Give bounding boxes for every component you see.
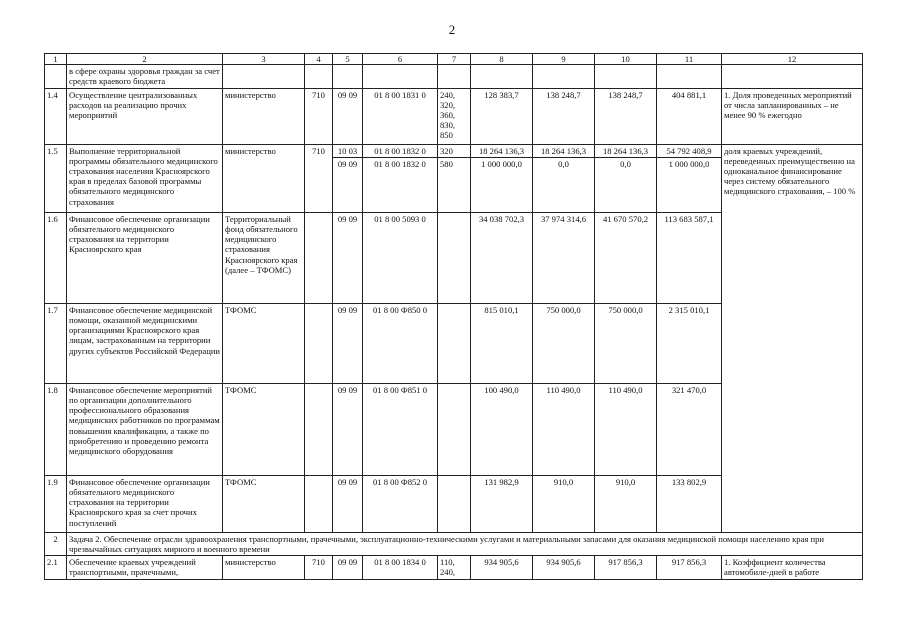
task-text: Задача 2. Обеспечение отрасли здравоохранения транспортными, прачечными, эксплуатационно-техническими услугами и материальными запасами для оказания медицинской помощи населению края при чрезвычайных ситуациях мирного и военного времени — [67, 532, 863, 555]
row-executor: министерство — [223, 144, 305, 212]
row-year2: 18 264 136,3 — [533, 144, 595, 157]
row-number: 1.7 — [45, 303, 67, 383]
row-year3: 138 248,7 — [595, 88, 657, 144]
row-total: 54 792 408,9 — [657, 144, 722, 157]
row-vr: 240, 320, 360, 830, 850 — [438, 88, 471, 144]
row-year2: 138 248,7 — [533, 88, 595, 144]
row-total: 321 470,0 — [657, 383, 722, 475]
row-year1: 934 905,6 — [471, 556, 533, 580]
row-year1: 131 982,9 — [471, 475, 533, 532]
row-vr: 110, 240, — [438, 556, 471, 580]
row-grbs — [305, 303, 333, 383]
row-year3: 110 490,0 — [595, 383, 657, 475]
row-csr: 01 8 00 1834 0 — [363, 556, 438, 580]
row-year1: 128 383,7 — [471, 88, 533, 144]
row-name: Финансовое обеспечение мероприятий по организации дополнительного профессионального образования медицинских работников по программам повышения квалификации, а также по приобретению и проведению ремонта медицинского оборудования — [67, 383, 223, 475]
row-year1: 1 000 000,0 — [471, 157, 533, 212]
row-csr: 01 8 00 1831 0 — [363, 88, 438, 144]
row-name: Осуществление централизованных расходов на реализацию прочих мероприятий — [67, 88, 223, 144]
row-name: Финансовое обеспечение организации обязательного медицинского страхования на территории Красноярского края за счет прочих поступлений — [67, 475, 223, 532]
row-year3: 750 000,0 — [595, 303, 657, 383]
row-name: Выполнение территориальной программы обязательного медицинского страхования населения Красноярского края в пределах базовой программы обязательного медицинского страхования — [67, 144, 223, 212]
row-result: 1. Коэффициент количества автомобиле-дней в работе — [722, 556, 863, 580]
task-number: 2 — [45, 532, 67, 555]
col-num: 4 — [305, 54, 333, 65]
col-num: 10 — [595, 54, 657, 65]
col-num: 3 — [223, 54, 305, 65]
row-year3: 41 670 570,2 — [595, 212, 657, 303]
row-number: 2.1 — [45, 556, 67, 580]
row-year2: 37 974 314,6 — [533, 212, 595, 303]
row-name: Финансовое обеспечение организации обязательного медицинского страхования на территории Красноярского края — [67, 212, 223, 303]
program-table — [44, 53, 863, 580]
row-grbs: 710 — [305, 556, 333, 580]
row-executor: министерство — [223, 556, 305, 580]
row-csr: 01 8 00 1832 0 — [363, 144, 438, 157]
row-csr: 01 8 00 5093 0 — [363, 212, 438, 303]
row-csr: 01 8 00 1832 0 — [363, 157, 438, 212]
row-result: 1. Доля проведенных мероприятий от числа запланированных – не менее 90 % ежегодно — [722, 88, 863, 144]
row-rzpr: 09 09 — [333, 157, 363, 212]
row-total: 2 315 010,1 — [657, 303, 722, 383]
row-number: 1.5 — [45, 144, 67, 212]
row-executor: ТФОМС — [223, 383, 305, 475]
row-year1: 815 010,1 — [471, 303, 533, 383]
row-year1: 18 264 136,3 — [471, 144, 533, 157]
row-total: 917 856,3 — [657, 556, 722, 580]
row-grbs: 710 — [305, 88, 333, 144]
row-rzpr: 10 03 — [333, 144, 363, 157]
row-executor: ТФОМС — [223, 475, 305, 532]
row-number: 1.6 — [45, 212, 67, 303]
row-rzpr: 09 09 — [333, 556, 363, 580]
row-year2: 910,0 — [533, 475, 595, 532]
row-vr: 580 — [438, 157, 471, 212]
row-vr — [438, 475, 471, 532]
col-num: 12 — [722, 54, 863, 65]
row-csr: 01 8 00 Ф851 0 — [363, 383, 438, 475]
row-name: Обеспечение краевых учреждений транспортными, прачечными, — [67, 556, 223, 580]
table-row — [45, 144, 863, 157]
row-vr — [438, 303, 471, 383]
row-grbs — [305, 475, 333, 532]
row-total: 404 881,1 — [657, 88, 722, 144]
continued-text: в сфере охраны здоровья граждан за счет средств краевого бюджета — [67, 65, 223, 88]
row-grbs — [305, 212, 333, 303]
row-year3: 18 264 136,3 — [595, 144, 657, 157]
row-year2: 0,0 — [533, 157, 595, 212]
row-rzpr: 09 09 — [333, 88, 363, 144]
row-year1: 100 490,0 — [471, 383, 533, 475]
row-year3: 0,0 — [595, 157, 657, 212]
row-vr — [438, 383, 471, 475]
col-num: 7 — [438, 54, 471, 65]
row-rzpr: 09 09 — [333, 383, 363, 475]
row-year3: 910,0 — [595, 475, 657, 532]
col-num: 2 — [67, 54, 223, 65]
row-total: 1 000 000,0 — [657, 157, 722, 212]
col-num: 6 — [363, 54, 438, 65]
task-row — [45, 532, 863, 555]
row-number: 1.8 — [45, 383, 67, 475]
col-num: 11 — [657, 54, 722, 65]
row-vr: 320 — [438, 144, 471, 157]
row-name: Финансовое обеспечение медицинской помощи, оказанной медицинскими организациями Красноярского края лицам, застрахованным на территории других субъектов Российской Федерации — [67, 303, 223, 383]
row-csr: 01 8 00 Ф850 0 — [363, 303, 438, 383]
row-rzpr: 09 09 — [333, 212, 363, 303]
row-result: доля краевых учреждений, переведенных преимущественно на одноканальное финансирование через систему обязательного медицинского страхования, – 100 % — [722, 144, 863, 532]
row-year3: 917 856,3 — [595, 556, 657, 580]
table-row — [45, 65, 863, 88]
row-year2: 110 490,0 — [533, 383, 595, 475]
table-row — [45, 556, 863, 580]
row-executor: ТФОМС — [223, 303, 305, 383]
row-total: 113 683 587,1 — [657, 212, 722, 303]
col-num: 1 — [45, 54, 67, 65]
row-grbs: 710 — [305, 144, 333, 212]
col-num: 8 — [471, 54, 533, 65]
row-csr: 01 8 00 Ф852 0 — [363, 475, 438, 532]
row-number: 1.4 — [45, 88, 67, 144]
column-number-row — [45, 54, 863, 65]
row-total: 133 802,9 — [657, 475, 722, 532]
row-vr — [438, 212, 471, 303]
row-number: 1.9 — [45, 475, 67, 532]
row-executor: министерство — [223, 88, 305, 144]
col-num: 9 — [533, 54, 595, 65]
row-rzpr: 09 09 — [333, 303, 363, 383]
row-year2: 934 905,6 — [533, 556, 595, 580]
row-executor: Территориальный фонд обязательного медицинского страхования Красноярского края (далее – ТФОМС) — [223, 212, 305, 303]
col-num: 5 — [333, 54, 363, 65]
row-year2: 750 000,0 — [533, 303, 595, 383]
row-year1: 34 038 702,3 — [471, 212, 533, 303]
row-rzpr: 09 09 — [333, 475, 363, 532]
row-grbs — [305, 383, 333, 475]
page-number: 2 — [448, 22, 456, 37]
table-row — [45, 88, 863, 144]
